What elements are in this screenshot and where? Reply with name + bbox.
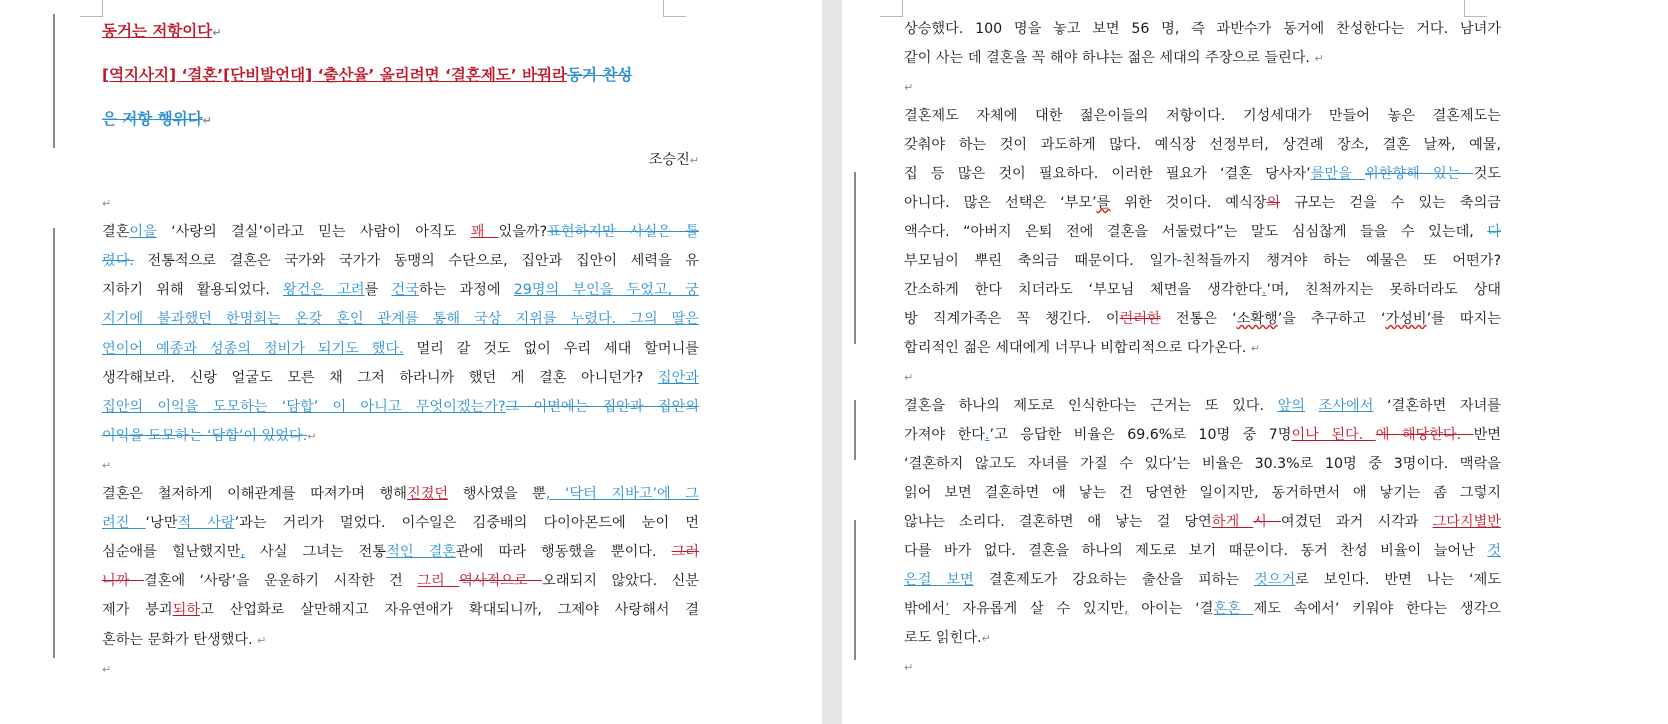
inserted-text: 왕건은 고려	[282, 282, 365, 299]
title-line	[102, 66, 699, 86]
text-run: 오래되지 않았다. 신분	[542, 573, 699, 590]
change-bar	[854, 520, 856, 660]
text-line	[102, 398, 699, 418]
inserted-text: 지기에 불과했던 한명회는 온갖 혼인 관계를 통해 국상 지위를 누렸다. 그의 딸은	[102, 311, 699, 328]
text-line	[102, 369, 699, 389]
spelling-flag: 가성비	[1385, 311, 1427, 327]
deleted-text: 에 해당한다.	[1375, 427, 1474, 443]
text-line	[904, 397, 1501, 417]
text-run: 액수다. “아버지 은퇴 전에 결혼을 서둘렀다”는 말도 심심찮게 들을 수 있는데,	[904, 224, 1488, 240]
deleted-text: 표현하지만 사실은 틀	[547, 224, 699, 241]
inserted-text: 조사에서	[1318, 398, 1374, 414]
text-run: 제가 붕괴	[102, 602, 173, 619]
change-bar	[854, 400, 856, 460]
inserted-text: 동거는 저항이다	[102, 22, 213, 40]
inserted-text: 은걸 보면	[904, 572, 974, 588]
text-line	[904, 571, 1501, 591]
text-run: 집 등 많은 것이 필요하다. 이러한 필요가 ‘결혼 당사자’	[904, 166, 1311, 182]
author-line	[102, 151, 699, 171]
text-run: 결혼은 철저하게 이해관계를 따져가며 행해	[102, 486, 407, 502]
text-run: 가져야 한다	[904, 427, 985, 443]
text-line	[102, 194, 699, 214]
text-line	[102, 456, 699, 476]
text-run: 혼하는 문화가 탄생했다.	[102, 631, 258, 648]
text-run: ‘결혼하지 않고도 자녀를 가질 수 있다’는 비율은 30.3%로 10명 중 3명이다. 맥락을	[904, 456, 1501, 472]
text-run: 갖춰야 하는 것이 과도하게 많다. 예식장 선정부터, 상견례 장소, 결혼 날짜, 예물,	[904, 137, 1501, 153]
inserted-text: 를만을	[1310, 166, 1365, 182]
title-line	[102, 110, 212, 130]
text-line	[904, 629, 1501, 649]
text-line	[904, 136, 1501, 156]
inserted-text: .	[984, 427, 990, 443]
text-line	[904, 513, 1501, 533]
paragraph-mark: ↵	[307, 429, 317, 443]
text-line	[102, 427, 699, 447]
text-line	[904, 455, 1501, 475]
deleted-text: 동거 찬성	[566, 66, 633, 84]
change-bar	[854, 172, 856, 344]
deleted-text: 다	[1487, 224, 1501, 240]
inserted-text: 것	[1487, 543, 1501, 559]
text-run: 아니다. 많은 선택은 ‘부모’	[904, 195, 1097, 211]
text-run: 로도 읽힌다.	[904, 630, 982, 646]
text-run: 결혼	[102, 224, 130, 241]
text-run: 간소하게 한다 치더라도 ‘부모님 체면을 생각한다	[904, 282, 1262, 298]
text-line	[904, 600, 1501, 620]
inserted-text: 진졌던	[407, 486, 449, 502]
deleted-text: 런러한	[1119, 311, 1161, 327]
deleted-text: 시	[1253, 514, 1281, 530]
text-run: 밖에서	[904, 601, 946, 617]
text-run: 다를 바가 없다. 결혼을 하나의 제도로 보기 때문이다. 동거 찬성 비율이 늘어난	[904, 543, 1488, 559]
inserted-text: ,	[1124, 601, 1129, 617]
spelling-flag: 를	[1096, 195, 1111, 211]
text-line	[904, 281, 1501, 301]
text-line	[102, 485, 699, 505]
inserted-text: 이을	[129, 224, 157, 241]
text-run: 위한 것이다. 예식장	[1110, 195, 1267, 211]
title-line	[102, 22, 221, 42]
text-run: 전통적으로 결혼은 국가와 국가가 동맹의 수단으로, 집안과 집안이 세력을 유	[133, 253, 699, 270]
inserted-text: [역지사지] ‘결혼’[단비발언대] ‘출산율’ 올리려면 ‘결혼제도’ 바꿔라	[102, 66, 567, 84]
text-line	[102, 631, 699, 651]
text-run: 읽어 보면 결혼하면 애 낳는 건 당연한 일이지만, 동거하면서 애 낳기는 좀 그렇지	[904, 485, 1501, 501]
text-run: 심순애를 힐난했지만	[102, 544, 241, 561]
inserted-text: 그다지별반	[1432, 514, 1502, 530]
text-line	[102, 660, 699, 680]
text-line	[904, 252, 1501, 272]
text-run: 지하기 위해 활용되었다.	[102, 282, 283, 299]
inserted-text: 29명의 부인을 두었고, 궁	[513, 282, 700, 299]
paragraph-mark: ↵	[257, 633, 267, 647]
paragraph-mark: ↵	[1250, 342, 1261, 355]
inserted-text: ,	[240, 544, 245, 561]
text-run: 고 산업화로 살만해지고 자유연애가 확대되니까, 그제야 사랑해서 결	[200, 602, 699, 619]
text-run: 행사였을 뿐	[448, 486, 546, 502]
spelling-flag: 소확행	[1236, 311, 1278, 327]
text-run	[1305, 398, 1319, 414]
text-run: 전통은 ‘	[1160, 311, 1237, 327]
paragraph-mark: ↵	[904, 371, 914, 384]
text-run: 자유롭게 살 수 있지만	[949, 601, 1125, 617]
document-page-left[interactable]	[0, 0, 822, 724]
paragraph-mark: ↵	[102, 662, 112, 676]
deleted-text: -	[1176, 253, 1182, 269]
text-run: 결혼제도 자체에 대한 젊은이들의 저항이다. 기성세대가 만들어 놓은 결혼제도는	[904, 108, 1501, 124]
deleted-text: 역사적으로	[459, 573, 543, 590]
deleted-text: 그러	[671, 544, 700, 561]
text-run: 관에 따라 행동했을 뿐이다.	[456, 544, 672, 561]
deleted-text: 이익을 도모하는 ‘담합’이 있었다.	[102, 427, 308, 444]
text-run: ‘사랑의 결실’이라고 믿는 사람이 아직도	[156, 224, 471, 241]
text-line	[102, 543, 699, 563]
crop-mark-top-left	[80, 0, 103, 17]
document-page-right[interactable]	[842, 0, 1668, 724]
text-line	[904, 658, 1501, 678]
deleted-text: 니까	[102, 573, 144, 590]
paragraph-mark: ↵	[102, 458, 112, 472]
text-line	[904, 107, 1501, 127]
deleted-text: 렸다.	[102, 253, 134, 270]
inserted-text: 적 사랑	[177, 515, 235, 532]
page-gap	[822, 0, 842, 724]
text-run: 를	[364, 282, 392, 299]
inserted-text: .	[1261, 282, 1267, 298]
paragraph-mark: ↵	[212, 26, 222, 39]
text-run: 규모는 걷을 수 있는 축의금	[1280, 195, 1501, 211]
text-line	[904, 20, 1501, 40]
crop-mark-top-right	[1464, 0, 1487, 17]
text-run: 결혼제도가 강요하는 출산을 피하는	[973, 572, 1255, 588]
text-line	[102, 252, 699, 272]
deleted-text: 은 저항 행위다	[102, 110, 203, 128]
paragraph-mark: ↵	[904, 661, 914, 674]
inserted-text: 하게	[1211, 514, 1254, 530]
text-run: 로 보인다. 반면 나는 ‘제도	[1295, 572, 1501, 588]
deleted-text: 그 이면에는 집안과 집안의	[505, 398, 699, 415]
inserted-text: 그리	[417, 573, 460, 590]
text-run: 결혼에 ‘사랑’을 운운하기 시작한 건	[143, 573, 418, 590]
change-bar	[53, 14, 55, 148]
inserted-text: 건국	[391, 282, 419, 299]
text-line	[904, 368, 1501, 388]
inserted-text: 것으거	[1254, 572, 1296, 588]
text-line	[904, 165, 1501, 185]
text-line	[102, 281, 699, 301]
paragraph-mark: ↵	[904, 81, 914, 94]
text-run: ’며, 친척까지는 못하더라도 상대	[1266, 282, 1502, 298]
text-run: 부모님이 뿌린 축의금 때문이다. 일가	[904, 253, 1177, 269]
change-bar	[53, 228, 55, 658]
text-run: 상승했다. 100 명을 놓고 보면 56 명, 즉 과반수가 동거에 찬성한다는 거다. 남녀가	[904, 21, 1501, 37]
deleted-text: 의	[1266, 195, 1281, 211]
text-run: ‘결혼하면 자녀를	[1373, 398, 1502, 414]
text-run: 반면	[1473, 427, 1502, 443]
text-run: ‘낭만	[145, 515, 178, 532]
inserted-text: 이나 된다.	[1291, 427, 1376, 443]
text-line	[904, 484, 1501, 504]
text-run: ’을 추구하고 ‘	[1277, 311, 1386, 327]
text-line	[904, 542, 1501, 562]
text-run: 하는 과정에	[418, 282, 514, 299]
text-run: ’과는 거리가 멀었다. 이수일은 김중배의 다이아몬드에 눈이 먼	[234, 515, 699, 532]
paragraph-mark: ↵	[102, 197, 112, 210]
paragraph-mark: ↵	[981, 632, 991, 645]
text-line	[904, 426, 1501, 446]
text-line	[102, 223, 699, 243]
text-line	[102, 310, 699, 330]
text-run: 사실 그녀는 전통	[244, 544, 387, 561]
inserted-text: 앞의	[1277, 398, 1306, 414]
inserted-text: 혼혼	[1213, 601, 1254, 617]
text-line	[904, 49, 1501, 69]
text-run: 멀리 갈 것도 없이 우리 세대 할머니를	[403, 340, 699, 357]
paragraph-mark: ↵	[689, 154, 699, 167]
crop-mark-top-right	[663, 0, 686, 17]
inserted-text: 되하	[172, 602, 201, 619]
inserted-text: 연이어 예종과 성종의 정비가 되기도 했다.	[102, 340, 404, 357]
text-run: 합리적인 젊은 세대에게 너무나 비합리적으로 다가온다.	[904, 340, 1251, 356]
inserted-text: 집안의 이익을 도모하는 ‘담합’ 이 아니고 무엇이겠는가?	[102, 398, 506, 415]
inserted-text: 꽤	[470, 224, 499, 241]
text-run: 것도	[1473, 166, 1501, 182]
text-line	[904, 310, 1501, 330]
text-line	[904, 194, 1501, 214]
text-run: 친척들까지 챙겨야 하는 예물은 또 어떤가?	[1182, 253, 1501, 269]
text-run: ’를 따지는	[1426, 311, 1501, 327]
inserted-text: ’	[945, 601, 950, 617]
text-run: 않냐는 소리다. 결혼하면 애 낳는 걸 당연	[904, 514, 1212, 530]
paragraph-mark: ↵	[1314, 52, 1324, 65]
text-run: 있을까?	[498, 224, 548, 241]
text-run: 결혼을 하나의 제도로 인식한다는 근거는 또 있다.	[904, 398, 1278, 414]
text-line	[102, 340, 699, 360]
text-run: 아이는 ‘결	[1128, 601, 1214, 617]
text-line	[904, 339, 1501, 359]
text-line	[102, 601, 699, 621]
text-line	[102, 514, 699, 534]
inserted-text: , ‘닥터 지바고’에 그	[545, 486, 700, 502]
text-line	[102, 572, 699, 592]
text-run: 제도 속에서’ 키워야 한다는 생각으	[1253, 601, 1501, 617]
text-run: 생각해보라. 신랑 얼굴도 모른 채 그저 하라니까 했던 게 결혼 아니던가?	[102, 369, 658, 386]
paragraph-mark: ↵	[202, 114, 212, 127]
text-run: ’고 응답한 비율은 69.6%로 10명 중 7명	[989, 427, 1292, 443]
deleted-text: 위한향해 있는	[1365, 166, 1474, 182]
inserted-text: 집안과	[657, 369, 699, 386]
text-run: 방 직계가족은 꼭 챙긴다. 이	[904, 311, 1120, 327]
text-run: 여겼던 과거 시각과	[1280, 514, 1433, 530]
crop-mark-top-left	[880, 0, 903, 17]
text-line	[904, 78, 1501, 98]
inserted-text: 적인 결혼	[386, 544, 457, 561]
text-line	[904, 223, 1501, 243]
text-run: 같이 사는 데 결혼을 꼭 해야 하냐는 젊은 세대의 주장으로 들린다.	[904, 50, 1315, 66]
inserted-text: 려진	[102, 515, 146, 532]
text-run: 조승진	[648, 152, 690, 168]
